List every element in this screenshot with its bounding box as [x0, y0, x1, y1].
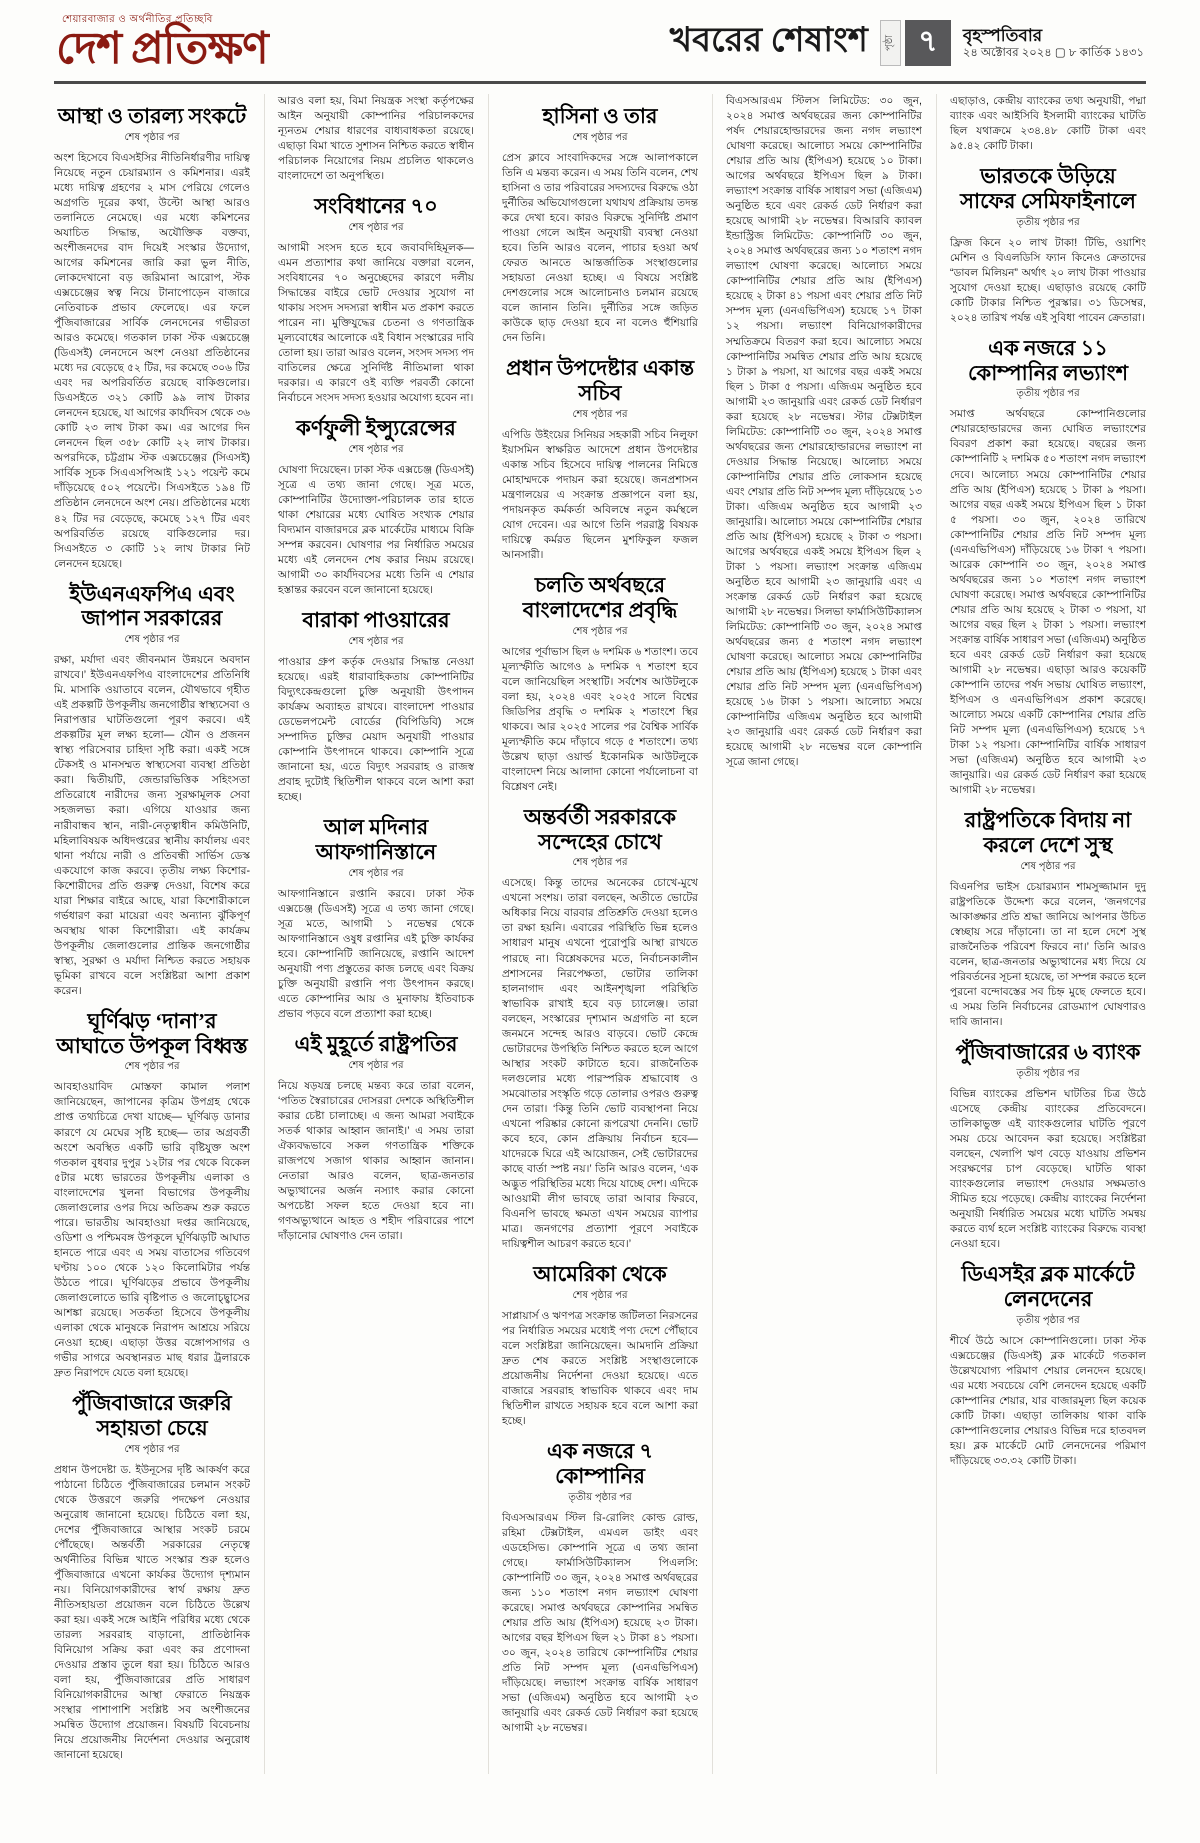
article-body: পাওয়ার গ্রুপ কর্তৃক দেওয়ার সিদ্ধান্ত নেওয়া হয়েছে। এরই ধারাবাহিকতায় কোম্পানিটির বিদ্যুৎকেন্দ্রগুলো চুক্তি অনুযায়ী উৎপাদন কার্যক্রম অব্যাহত রাখবে। বাংলাদেশ পাওয়ার ডেভেলপমেন্ট বোর্ডের (বিপিডিবি) সঙ্গে সম্পাদিত চুক্তির মেয়াদ অনুযায়ী পাওয়ার কোম্পানি উৎপাদনে থাকবে। কোম্পানি সূত্রে জানানো হয়, এতে বিদ্যুৎ সরবরাহ ও রাজস্ব প্রবাহ দুটোই স্থিতিশীল থাকবে বলে আশা করা হচ্ছে। [278, 656, 474, 804]
article-headline: কর্ণফুলী ইন্স্যুরেন্সের [296, 416, 456, 441]
continuation-note: শেষ পৃষ্ঠার পর [124, 1443, 180, 1455]
article-headline: এই মুহূর্তে রাষ্ট্রপতির [294, 1032, 458, 1057]
page-header [54, 10, 1146, 84]
article-headline: রাষ্ট্রপতিকে বিদায় না করলে দেশে সুস্থ [964, 808, 1132, 857]
column-4 [712, 94, 922, 1774]
article-headline: হাসিনা ও তার [542, 104, 658, 128]
article-body: বিএসআরএম স্টিল রি-রোলিং কোল্ড রোল্ড, রহিমা টেক্সটাইল, এমএল ডাইং এবং এডহেসিভ। কোম্পানি সূত্রে এ তথ্য জানা গেছে। ফার্মাসিউটিক্যালস পিএলসি: কোম্পানিটি ৩০ জুন, ২০২৪ সমাপ্ত অর্থবছরের জন্য ১১০ শতাংশ নগদ লভ্যাংশ ঘোষণা করেছে। সমাপ্ত অর্থবছরে কোম্পানির সমন্বিত শেয়ার প্রতি আয় (ইপিএস) হয়েছে ২৩ টাকা। আগের বছর ইপিএস ছিল ২১ টাকা ৪১ পয়সা। ৩০ জুন, ২০২৪ তারিখে কোম্পানিটির শেয়ার প্রতি নিট সম্পদ মূল্য (এনএভিপিএস) দাঁড়িয়েছে। লভ্যাংশ সংক্রান্ত বার্ষিক সাধারণ সভা (এজিএম) অনুষ্ঠিত হবে আগামী ২৩ জানুয়ারি এবং রেকর্ড ডেট নির্ধারণ করা হয়েছে আগামী ২৮ নভেম্বর। [502, 1511, 698, 1735]
continuation-note: শেষ পৃষ্ঠার পর [348, 636, 404, 648]
page-label: পৃষ্ঠা [880, 20, 901, 66]
continuation-note: তৃতীয় পৃষ্ঠার পর [1016, 1314, 1080, 1326]
continuation-note: শেষ পৃষ্ঠার পর [572, 408, 628, 420]
section-title: খবরের শেষাংশ [669, 22, 868, 59]
continuation-note: শেষ পৃষ্ঠার পর [124, 1061, 180, 1073]
article-headline: প্রধান উপদেষ্টার একান্ত সচিব [505, 356, 695, 405]
article-headline: চলতি অর্থবছরে বাংলাদেশের প্রবৃদ্ধি [522, 572, 678, 622]
article-body: আগের পূর্বাভাস ছিল ৬ দশমিক ৬ শতাংশ। তবে মূল্যস্ফীতি আগেও ৯ দশমিক ৭ শতাংশ হবে বলে জানিয়েছিল সংস্থাটি। সর্বশেষ আউটলুকে বলা হয়, ২০২৪ এবং ২০২৫ সালে বিশ্বের জিডিপির প্রবৃদ্ধি ৩ দশমিক ২ শতাংশে স্থির থাকবে। আর ২০২৫ সালের পর বৈশ্বিক সার্বিক মূল্যস্ফীতি কমে দাঁড়াবে গড়ে ৫ শতাংশে। তথ্য উল্লেখ ছাড়া ওয়ার্ল্ড ইকোনমিক আউটলুকে বাংলাদেশ নিয়ে আলাদা কোনো পর্যালোচনা বা বিশ্লেষণ নেই। [502, 645, 698, 793]
article-headline: আস্থা ও তারল্য সংকটে [57, 104, 247, 128]
date-block [963, 25, 1144, 61]
article-body: নিয়ে ষড়যন্ত্র চলছে মন্তব্য করে তারা বলেন, ‘পতিত স্বৈরাচারের দোসররা দেশকে অস্থিতিশীল করার চেষ্টা চালাচ্ছে। এ জন্য আমরা সবাইকে সতর্ক থাকার আহ্বান জানাই।’ এ সময় তারা ঐক্যবদ্ধভাবে সকল গণতান্ত্রিক শক্তিকে রাজপথে সজাগ থাকার আহ্বান জানান। নেতারা আরও বলেন, ছাত্র-জনতার অভ্যুত্থানের অর্জন নস্যাৎ করার কোনো অপচেষ্টা সফল হতে দেওয়া হবে না। গণঅভ্যুত্থানে আহত ও শহীদ পরিবারের পাশে দাঁড়ানোর ঘোষণাও দেন তারা। [278, 1080, 474, 1243]
article-headline: পুঁজিবাজারে জরুরি সহায়তা চেয়ে [72, 1391, 232, 1440]
masthead-title: দেশ প্রতিক্ষণ [56, 24, 268, 73]
continuation-note: শেষ পৃষ্ঠার পর [572, 857, 628, 869]
continuation-note: শেষ পৃষ্ঠার পর [572, 625, 628, 637]
article-headline: পুঁজিবাজারের ৬ ব্যাংক [955, 1040, 1141, 1065]
continuation-note: শেষ পৃষ্ঠার পর [348, 1060, 404, 1071]
article-body: ফ্রিজ কিনে ২০ লাখ টাকা! টিভি, ওয়াশিং মেশিন ও বিএলডিসি ফ্যান কিনেও ক্রেতাদের “ডাবল মিলিয়ন” অর্থাৎ ২০ লাখ টাকা পাওয়ার সুযোগ দেওয়া হচ্ছে। এছাড়াও রয়েছে কোটি কোটি টাকার নিশ্চিত পুরস্কার। ৩১ ডিসেম্বর, ২০২৪ তারিখ পর্যন্ত এই সুবিধা পাবেন ক্রেতারা। [950, 236, 1146, 324]
article-headline: ঘূর্ণিঝড় ‘দানা’র আঘাতে উপকূল বিধ্বস্ত [56, 1008, 248, 1058]
column-2 [264, 94, 474, 1774]
article-body: বিএসআরএম স্টিলস লিমিটেড: ৩০ জুন, ২০২৪ সমাপ্ত অর্থবছরের জন্য কোম্পানিটির পর্ষদ শেয়ারহোল্ডারদের জন্য নগদ লভ্যাংশ ঘোষণা করেছে। আলোচ্য সময়ে কোম্পানিটির শেয়ার প্রতি আয় (ইপিএস) হয়েছে ১০ টাকা। আগের অর্থবছরে ইপিএস ছিল ৯ টাকা। লভ্যাংশ সংক্রান্ত বার্ষিক সাধারণ সভা (এজিএম) অনুষ্ঠিত হবে এবং রেকর্ড ডেট নির্ধারণ করা হয়েছে আগামী ২৮ নভেম্বর। বিআরবি ক্যাবল ইন্ডাস্ট্রিজ লিমিটেড: কোম্পানিটি ৩০ জুন, ২০২৪ সমাপ্ত অর্থবছরের জন্য ১০ শতাংশ নগদ লভ্যাংশ ঘোষণা করেছে। আলোচ্য সময়ে কোম্পানিটির শেয়ার প্রতি আয় (ইপিএস) হয়েছে ২ টাকা ৪১ পয়সা এবং শেয়ার প্রতি নিট সম্পদ মূল্য (এনএভিপিএস) হয়েছে ১৭ টাকা ১২ পয়সা। লভ্যাংশ বিনিয়োগকারীদের সম্মতিক্রমে বিতরণ করা হবে। আলোচ্য সময়ে কোম্পানিটির সমন্বিত শেয়ার প্রতি আয় হয়েছে ১ টাকা ৯ পয়সা, যা আগের বছর একই সময়ে ছিল ১ টাকা ৫ পয়সা। এজিএম অনুষ্ঠিত হবে আগামী ২৩ জানুয়ারি এবং রেকর্ড ডেট নির্ধারণ করা হয়েছে ২৮ নভেম্বর। স্টার টেক্সটাইল লিমিটেড: কোম্পানিটি ৩০ জুন, ২০২৪ সমাপ্ত অর্থবছরের জন্য শেয়ারহোল্ডারদের লভ্যাংশ না দেওয়ার সিদ্ধান্ত নিয়েছে। আলোচ্য সময়ে কোম্পানিটির শেয়ার প্রতি লোকসান হয়েছে এবং শেয়ার প্রতি নিট সম্পদ মূল্য দাঁড়িয়েছে ১৩ টাকা। এজিএম অনুষ্ঠিত হবে আগামী ২৩ জানুয়ারি। আলোচ্য সময়ে কোম্পানিটির শেয়ার প্রতি আয় (ইপিএস) হয়েছে ২ টাকা ৩ পয়সা। আগের অর্থবছরে একই সময়ে ইপিএস ছিল ২ টাকা ১ পয়সা। লভ্যাংশ সংক্রান্ত এজিএম অনুষ্ঠিত হবে আগামী ২৩ জানুয়ারি এবং এ সংক্রান্ত রেকর্ড ডেট নির্ধারণ করা হয়েছে আগামী ২৮ নভেম্বর। সিলভা ফার্মাসিউটিক্যালস লিমিটেড: কোম্পানিটি ৩০ জুন, ২০২৪ সমাপ্ত অর্থবছরের জন্য ৫ শতাংশ নগদ লভ্যাংশ ঘোষণা করেছে। আলোচ্য সময়ে কোম্পানিটির শেয়ার প্রতি আয় (ইপিএস) হয়েছে ১ টাকা এবং শেয়ার প্রতি নিট সম্পদ মূল্য (এনএভিপিএস) হয়েছে ১৬ টাকা ১ পয়সা। আলোচ্য সময়ে কোম্পানিটির এজিএম অনুষ্ঠিত হবে আগামী ২৩ জানুয়ারি এবং রেকর্ড ডেট নির্ধারণ করা হয়েছে আগামী ২৮ নভেম্বর বলে কোম্পানি সূত্রে জানা গেছে। [726, 95, 922, 769]
article-body: আবহাওয়াবিদ মোস্তফা কামাল পলাশ জানিয়েছেন, জাপানের কৃত্রিম উপগ্রহ থেকে প্রাপ্ত তথ্যচিত্রে দেখা যাচ্ছে— ঘূর্ণিঝড় ডানার কারণে যে মেঘের সৃষ্টি হচ্ছে— তার অগ্রবর্তী অংশে অবস্থিত একটি ভারি বৃষ্টিযুক্ত অংশ গতকাল বুধবার দুপুর ১২টার পর থেকে বিকেল ৫টার মধ্যে ভারতের উপকূলীয় এলাকা ও বাংলাদেশের খুলনা বিভাগের উপকূলীয় জেলাগুলোর ওপর দিয়ে অতিক্রম শুরু করতে পারে। ভারতীয় আবহাওয়া দপ্তর জানিয়েছে, ওডিশা ও পশ্চিমবঙ্গ উপকূলে ঘূর্ণিঝড়টি আঘাত হানতে পারে এবং এ সময় বাতাসের গতিবেগ ঘণ্টায় ১০০ থেকে ১২০ কিলোমিটার পর্যন্ত উঠতে পারে। ঘূর্ণিঝড়ের প্রভাবে উপকূলীয় জেলাগুলোতে ভারি বৃষ্টিপাত ও জলোচ্ছ্বাসের আশঙ্কা রয়েছে। সতর্কতা হিসেবে উপকূলীয় এলাকা থেকে মানুষকে নিরাপদ আশ্রয়ে সরিয়ে নেওয়া হচ্ছে। এছাড়া উত্তর বঙ্গোপসাগর ও গভীর সাগরে অবস্থানরত মাছ ধরার ট্রলারকে দ্রুত নিরাপদে যেতে বলা হয়েছে। [54, 1081, 250, 1380]
page-number-block [880, 20, 951, 66]
continuation-note: শেষ পৃষ্ঠার পর [572, 131, 628, 143]
article-body: আগামী সংসদ হতে হবে জবাবদিহিমূলক— এমন প্রত্যাশার কথা জানিয়ে বক্তারা বলেন, সংবিধানের ৭০ অনুচ্ছেদের কারণে দলীয় সিদ্ধান্তের বাইরে ভোট দেওয়ার সুযোগ না থাকায় সংসদ সদস্যরা স্বাধীন মত প্রকাশ করতে পারেন না। মুক্তিযুদ্ধের চেতনা ও গণতান্ত্রিক মূল্যবোধের আলোকে এই বিধান সংস্কারের দাবি তোলা হয়। তারা আরও বলেন, সংসদ সদস্য পদ বাতিলের ক্ষেত্রে সুনির্দিষ্ট নীতিমালা থাকা দরকার। এ কারণে ওই ব্যক্তি পরবর্তী কোনো নির্বাচনে সংসদ সদস্য হওয়ার অযোগ্য হবেন না। [278, 241, 474, 405]
article-body: অংশ হিসেবে বিএসইসির নীতিনির্ধারণীর দায়িত্ব নিয়েছে নতুন চেয়ারম্যান ও কমিশনার। এরই মধ্যে দায়িত্ব গ্রহণের ২ মাস পেরিয়ে গেলেও অগ্রগতি দূরের কথা, উল্টো আস্থা আরও তলানিতে নেমেছে। এর মধ্যে কমিশনের অযাচিত সিদ্ধান্ত, অযৌক্তিক বক্তব্য, অংশীজনদের বাদ দিয়েই সংস্কার উদ্যোগ, আগের কমিশনের জারি করা ভুল নীতি, লোকদেখানো বড় জরিমানা আরোপ, স্টক এক্সচেঞ্জের স্বত্ব নিয়ে টানাপোড়েন বাজারে নেতিবাচক প্রভাব ফেলেছে। এর ফলে পুঁজিবাজারের সার্বিক লেনদেনের গভীরতা আরও কমেছে। গতকাল ঢাকা স্টক এক্সচেঞ্জে (ডিএসই) লেনদেনে অংশ নেওয়া প্রতিষ্ঠানের মধ্যে দর বেড়েছে ৫২ টির, দর কমেছে ৩০৬ টির এবং দর অপরিবর্তিত রয়েছে বাকিগুলোর। ডিএসইতে ৩২১ কোটি ৯৯ লাখ টাকার লেনদেন হয়েছে, যা আগের কার্যদিবস থেকে ৩৬ কোটি ২৩ লাখ টাকা কম। এর আগের দিন লেনদেন ছিল ৩৫৮ কোটি ২২ লাখ টাকার। অপরদিকে, চট্টগ্রাম স্টক এক্সচেঞ্জের (সিএসই) সার্বিক সূচক সিএএসপিআই ১২১ পয়েন্ট কমে দাঁড়িয়েছে ৫০২ পয়েন্টে। সিএসইতে ১৯৪ টি প্রতিষ্ঠান লেনদেনে অংশ নেয়। প্রতিষ্ঠানের মধ্যে ৪২ টির দর বেড়েছে, কমেছে ১২৭ টির এবং অপরিবর্তিত রয়েছে বাকিগুলোর দর। সিএসইতে ৩ কোটি ১২ লাখ টাকার নিট লেনদেন হয়েছে। [54, 151, 250, 570]
article-body: সাপ্লায়ার্স ও ঋণপত্র সংক্রান্ত জটিলতা নিরসনের পর নির্ধারিত সময়ের মধ্যেই পণ্য দেশে পৌঁছাবে বলে সংশ্লিষ্টরা জানিয়েছেন। আমদানি প্রক্রিয়া দ্রুত শেষ করতে সংশ্লিষ্ট সংস্থাগুলোকে প্রয়োজনীয় নির্দেশনা দেওয়া হয়েছে। এতে বাজারে সরবরাহ স্বাভাবিক থাকবে এবং দাম স্থিতিশীল রাখতে সহায়ক হবে বলে আশা করা হচ্ছে। [502, 1309, 698, 1428]
article-body: শীর্ষে উঠে আসে কোম্পানিগুলো। ঢাকা স্টক এক্সচেঞ্জের (ডিএসই) ব্লক মার্কেটে গতকাল উল্লেখযোগ্য পরিমাণ শেয়ার লেনদেন হয়েছে। এর মধ্যে সবচেয়ে বেশি লেনদেন হয়েছে একটি কোম্পানির শেয়ার, যার বাজারমূল্য ছিল কয়েক কোটি টাকা। এছাড়া তালিকায় থাকা বাকি কোম্পানিগুলোর শেয়ারও বিভিন্ন দরে হাতবদল হয়। ব্লক মার্কেটে মোট লেনদেনের পরিমাণ দাঁড়িয়েছে ৩৩.৩২ কোটি টাকা। [950, 1334, 1146, 1467]
article-headline: আল মদিনার আফগানিস্তানে [315, 815, 437, 865]
masthead [56, 15, 268, 71]
article-headline: বারাকা পাওয়ারের [302, 608, 450, 633]
article-body: আফগানিস্তানে রপ্তানি করবে। ঢাকা স্টক এক্সচেঞ্জ (ডিএসই) সূত্রে এ তথ্য জানা গেছে। সূত্র মতে, আগামী ১ নভেম্বর থেকে আফগানিস্তানে ওষুধ রপ্তানির এই চুক্তি কার্যকর হবে। কোম্পানিটি জানিয়েছে, রপ্তানি আদেশ অনুযায়ী পণ্য প্রস্তুতের কাজ চলছে এবং বিক্রয় চুক্তি অনুযায়ী রপ্তানি পণ্য উৎপাদন করছে। এতে কোম্পানির আয় ও মুনাফায় ইতিবাচক প্রভাব পড়বে বলে প্রত্যাশা করা হচ্ছে। [278, 887, 474, 1021]
article-headline: এক নজরে ৭ কোম্পানির [546, 1439, 654, 1488]
article-headline: ভারতকে উড়িয়ে সাফের সেমিফাইনালে [960, 164, 1136, 213]
continuation-note: শেষ পৃষ্ঠার পর [348, 867, 404, 879]
article-body: বিভিন্ন ব্যাংকের প্রভিশন ঘাটতির চিত্র উঠে এসেছে কেন্দ্রীয় ব্যাংকের প্রতিবেদনে। তালিকাভুক্ত এই ব্যাংকগুলোর ঘাটতি পূরণে সময় চেয়ে আবেদন করা হয়েছে। সংশ্লিষ্টরা বলছেন, খেলাপি ঋণ বেড়ে যাওয়ায় প্রভিশন সংরক্ষণের চাপ বেড়েছে। ঘাটতি থাকা ব্যাংকগুলোর লভ্যাংশ দেওয়ার সক্ষমতাও সীমিত হয়ে পড়েছে। কেন্দ্রীয় ব্যাংকের নির্দেশনা অনুযায়ী নির্ধারিত সময়ের মধ্যে ঘাটতি সমন্বয় করতে ব্যর্থ হলে সংশ্লিষ্ট ব্যাংকের বিরুদ্ধে ব্যবস্থা নেওয়া হবে। [950, 1087, 1146, 1251]
header-right [670, 14, 1144, 71]
article-body: আরও বলা হয়, বিমা নিয়ন্ত্রক সংস্থা কর্তৃপক্ষের আইন অনুযায়ী কোম্পানির পরিচালকদের ন্যূনতম শেয়ার ধারণের বাধ্যবাধকতা রয়েছে। এছাড়া বিমা খাতে সুশাসন নিশ্চিত করতে স্বাধীন পরিচালক নিয়োগের নিয়ম প্রচলিত থাকলেও বাংলাদেশে তা অনুপস্থিত। [278, 95, 474, 183]
continuation-note: শেষ পৃষ্ঠার পর [572, 1289, 628, 1301]
article-headline: এক নজরে ১১ কোম্পানির লভ্যাংশ [967, 335, 1128, 385]
continuation-note: শেষ পৃষ্ঠার পর [348, 444, 404, 456]
continuation-note: তৃতীয় পৃষ্ঠার পর [1016, 216, 1080, 228]
article-body: সমাপ্ত অর্থবছরে কোম্পানিগুলোর শেয়ারহোল্ডারদের জন্য ঘোষিত লভ্যাংশের বিবরণ প্রকাশ করা হয়েছে। বছরের জন্য কোম্পানিটি ২ দশমিক ৫০ শতাংশ নগদ লভ্যাংশ দেবে। আলোচ্য সময়ে কোম্পানিটির শেয়ার প্রতি আয় (ইপিএস) হয়েছে ১ টাকা ৯ পয়সা। আগের বছর একই সময়ে ইপিএস ছিল ১ টাকা ৫ পয়সা। ৩০ জুন, ২০২৪ তারিখে কোম্পানিটির শেয়ার প্রতি নিট সম্পদ মূল্য (এনএভিপিএস) দাঁড়িয়েছে ১৬ টাকা ৭ পয়সা। আরেক কোম্পানি ৩০ জুন, ২০২৪ সমাপ্ত অর্থবছরের জন্য ১০ শতাংশ নগদ লভ্যাংশ ঘোষণা করেছে। সমাপ্ত অর্থবছরে কোম্পানিটির শেয়ার প্রতি আয় হয়েছে ২ টাকা ৩ পয়সা, যা আগের বছর ছিল ২ টাকা ১ পয়সা। লভ্যাংশ সংক্রান্ত বার্ষিক সাধারণ সভা (এজিএম) অনুষ্ঠিত হবে এবং রেকর্ড ডেট নির্ধারণ করা হয়েছে আগামী ২৮ নভেম্বর। এছাড়া আরও কয়েকটি কোম্পানি তাদের পর্ষদ সভায় ঘোষিত লভ্যাংশ, ইপিএস ও এনএভিপিএস প্রকাশ করেছে। আলোচ্য সময়ে একটি কোম্পানির শেয়ার প্রতি নিট সম্পদ মূল্য (এনএভিপিএস) হয়েছে ১৭ টাকা ১২ পয়সা। কোম্পানিটির বার্ষিক সাধারণ সভা (এজিএম) অনুষ্ঠিত হবে আগামী ২৩ জানুয়ারি। এর রেকর্ড ডেট নির্ধারণ করা হয়েছে আগামী ২৮ নভেম্বর। [950, 408, 1146, 797]
article-body: এপিডি উইংয়ের সিনিয়র সহকারী সচিব নিলুফা ইয়াসমিন স্বাক্ষরিত আদেশে প্রধান উপদেষ্টার একান্ত সচিব হিসেবে দায়িত্ব পালনের নিমিত্তে মোহাম্মদকে পদায়ন করা হয়েছে। জনপ্রশাসন মন্ত্রণালয়ের এ সংক্রান্ত প্রজ্ঞাপনে বলা হয়, পদায়নকৃত কর্মকর্তা অবিলম্বে নতুন কর্মস্থলে যোগ দেবেন। এর আগে তিনি পররাষ্ট্র বিষয়ক দায়িত্বে কর্মরত ছিলেন মুশফিকুল ফজল আনসারী। [502, 428, 698, 561]
article-body: প্রধান উপদেষ্টা ড. ইউনূসের দৃষ্টি আকর্ষণ করে পাঠানো চিঠিতে পুঁজিবাজারের চলমান সংকট থেকে উত্তরণে জরুরি পদক্ষেপ নেওয়ার অনুরোধ জানানো হয়েছে। চিঠিতে বলা হয়, দেশের পুঁজিবাজারে আস্থার সংকট চরমে পৌঁছেছে। অন্তর্বর্তী সরকারের নেতৃত্বে অর্থনীতির বিভিন্ন খাতে সংস্কার শুরু হলেও পুঁজিবাজারে এখনো কার্যকর উদ্যোগ দৃশ্যমান নয়। বিনিয়োগকারীদের স্বার্থ রক্ষায় দ্রুত নীতিসহায়তা প্রয়োজন বলে চিঠিতে উল্লেখ করা হয়। একই সঙ্গে আইনি পরিধির মধ্যে থেকে তারল্য সরবরাহ বাড়ানো, প্রাতিষ্ঠানিক বিনিয়োগ সক্রিয় করা এবং কর প্রণোদনা দেওয়ার প্রস্তাব তুলে ধরা হয়। চিঠিতে আরও বলা হয়, পুঁজিবাজারের প্রতি সাধারণ বিনিয়োগকারীদের আস্থা ফেরাতে নিয়ন্ত্রক সংস্থার পাশাপাশি সংশ্লিষ্ট সব অংশীজনের সমন্বিত উদ্যোগ প্রয়োজন। বিষয়টি বিবেচনায় নিয়ে প্রয়োজনীয় নির্দেশনা দেওয়ার অনুরোধ জানানো হয়েছে। [54, 1463, 250, 1762]
article-headline: আমেরিকা থেকে [533, 1262, 667, 1287]
article-headline: ডিএসইর ব্লক মার্কেটে লেনদেনের [961, 1262, 1135, 1311]
article-body: ঘোষণা দিয়েছেন। ঢাকা স্টক এক্সচেঞ্জ (ডিএসই) সূত্রে এ তথ্য জানা গেছে। সূত্র মতে, কোম্পানিটির উদ্যোক্তা-পরিচালক তার হাতে থাকা শেয়ারের মধ্যে ঘোষিত সংখ্যক শেয়ার বিদ্যমান বাজারদরে ব্লক মার্কেটের মাধ্যমে বিক্রি সম্পন্ন করবেন। ঘোষণার পর নির্ধারিত সময়ের মধ্যে এই লেনদেন শেষ করার নিয়ম রয়েছে। আগামী ৩০ কার্যদিবসের মধ্যে তিনি এ শেয়ার হস্তান্তর করবেন বলে জানানো হয়েছে। [278, 464, 474, 597]
article-headline: সংবিধানের ৭০ [314, 194, 438, 219]
article-headline: অন্তর্বর্তী সরকারকে সন্দেহের চোখে [523, 804, 677, 854]
article-body: বিএনপির ভাইস চেয়ারম্যান শামসুজ্জামান দুদু রাষ্ট্রপতিকে উদ্দেশ্য করে বলেন, ‘জনগণের আকাঙ্ক্ষার প্রতি শ্রদ্ধা জানিয়ে আপনার উচিত স্বেচ্ছায় সরে দাঁড়ানো। তা না হলে দেশে সুস্থ রাজনৈতিক পরিবেশ ফিরবে না।’ তিনি আরও বলেন, ছাত্র-জনতার অভ্যুত্থানের মধ্য দিয়ে যে পরিবর্তনের সূচনা হয়েছে, তা সম্পন্ন করতে হলে পুরনো বন্দোবস্তের সব চিহ্ন মুছে ফেলতে হবে। এ সময় তিনি নির্বাচনের রোডম্যাপ ঘোষণারও দাবি জানান। [950, 880, 1146, 1028]
continuation-note: তৃতীয় পৃষ্ঠার পর [1016, 1067, 1080, 1079]
continuation-note: শেষ পৃষ্ঠার পর [124, 131, 180, 143]
continuation-note: তৃতীয় পৃষ্ঠার পর [1016, 388, 1080, 400]
continuation-note: শেষ পৃষ্ঠার পর [348, 221, 404, 233]
column-5 [936, 94, 1146, 1774]
column-1 [54, 94, 250, 1774]
date-line: ২৪ অক্টোবর ২০২৪ ▢ ৮ কার্তিক ১৪৩১ [962, 46, 1144, 59]
page-number: ৭ [905, 20, 951, 66]
article-body: এছাড়াও, কেন্দ্রীয় ব্যাংকের তথ্য অনুযায়ী, পদ্মা ব্যাংক এবং আইসিবি ইসলামী ব্যাংকের ঘাটতি ছিল যথাক্রমে ২৩৪.৪৮ কোটি টাকা এবং ৯৫.৪২ কোটি টাকা। [950, 95, 1146, 153]
continuation-note: শেষ পৃষ্ঠার পর [124, 634, 180, 646]
article-body: রক্ষা, মর্যাদা এবং জীবনমান উন্নয়নে অবদান রাখবে।’ ইউএনএফপিএ বাংলাদেশের প্রতিনিধি মি. মাসাকি ওয়াতাবে বলেন, যৌথভাবে গৃহীত এই প্রকল্পটি উপকূলীয় জনগোষ্ঠীর স্বাস্থ্যসেবা ও নিরাপত্তার ঘাটতিগুলো পূরণ করবে। এই প্রকল্পটির মূল লক্ষ্য হলো— যৌন ও প্রজনন স্বাস্থ্য পরিসেবার চাহিদা সৃষ্টি করা। একই সঙ্গে টেকসই ও মানসম্মত স্বাস্থ্যসেবা ব্যবস্থা প্রতিষ্ঠা করা। দ্বিতীয়টি, জেন্ডারভিত্তিক সহিংসতা প্রতিরোধে নারীদের জন্য সুরক্ষামূলক সেবা সহজলভ্য করা। এগিয়ে যাওয়ার জন্য নারীবান্ধব স্থান, নারী-নেতৃত্বাধীন কমিউনিটি, মহিলাবিষয়ক অধিদপ্তরের স্থানীয় কার্যালয় এবং থানা পর্যায়ে নারী ও প্রতিবন্ধী সার্ভিস ডেস্ক একযোগে কাজ করবে। তৃতীয় লক্ষ্য কিশোর-কিশোরীদের প্রতি গুরুত্ব দেওয়া, বিশেষ করে যারা শিক্ষার বাইরে আছে, যারা কিশোরীকালে গর্ভধারণ করা মায়েরা এবং অন্যান্য ঝুঁকিপূর্ণ অবস্থায় থাকা কিশোরীরা। এই কার্যক্রম উপকূলীয় জেলাগুলোর প্রান্তিক জনগোষ্ঠীর স্বাস্থ্য, সুরক্ষা ও মর্যাদা নিশ্চিত করতে সহায়ক ভূমিকা রাখবে বলে সংশ্লিষ্টরা আশা প্রকাশ করেন। [54, 654, 250, 997]
article-body: প্রেস ক্লাবে সাংবাদিকদের সঙ্গে আলাপকালে তিনি এ মন্তব্য করেন। এ সময় তিনি বলেন, শেখ হাসিনা ও তার পরিবারের সদস্যদের বিরুদ্ধে ওঠা দুর্নীতির অভিযোগগুলো যথাযথ প্রক্রিয়ায় তদন্ত করে দেখা হবে। কারও বিরুদ্ধে সুনির্দিষ্ট প্রমাণ পাওয়া গেলে আইন অনুযায়ী ব্যবস্থা নেওয়া হবে। তিনি আরও বলেন, পাচার হওয়া অর্থ ফেরত আনতে আন্তর্জাতিক সংস্থাগুলোর সহায়তা নেওয়া হচ্ছে। এ বিষয়ে সংশ্লিষ্ট দেশগুলোর সঙ্গে আলোচনাও চলমান রয়েছে বলে জানান তিনি। দুর্নীতির সঙ্গে জড়িত কাউকে ছাড় দেওয়া হবে না বলেও হুঁশিয়ারি দেন তিনি। [502, 151, 698, 345]
masthead-tagline: শেয়ারবাজার ও অর্থনীতির প্রতিচ্ছবি [62, 14, 213, 25]
article-headline: ইউএনএফপিএ এবং জাপান সরকারের [69, 581, 235, 631]
article-columns [54, 84, 1146, 1774]
continuation-note: শেষ পৃষ্ঠার পর [1020, 860, 1076, 872]
article-body: এসেছে। কিন্তু তাদের অনেকের চোখে-মুখে এখনো সংশয়। তারা বলছেন, অতীতে ভোটের অধিকার নিয়ে বারবার প্রতিশ্রুতি দেওয়া হলেও তা রক্ষা হয়নি। এবারের পরিস্থিতি ভিন্ন হলেও সাধারণ মানুষ এখনো পুরোপুরি আস্থা রাখতে পারছে না। বিশ্লেষকদের মতে, নির্বাচনকালীন প্রশাসনের নিরপেক্ষতা, ভোটার তালিকা হালনাগাদ এবং আইনশৃঙ্খলা পরিস্থিতি স্বাভাবিক রাখাই হবে বড় চ্যালেঞ্জ। তারা বলছেন, সংস্কারের দৃশ্যমান অগ্রগতি না হলে জনমনে সন্দেহ আরও বাড়বে। ভোট কেন্দ্রে ভোটারদের উপস্থিতি নিশ্চিত করতে হলে আগে আস্থার সংকট কাটাতে হবে। রাজনৈতিক দলগুলোর মধ্যে পারস্পরিক শ্রদ্ধাবোধ ও সমঝোতার সংস্কৃতি গড়ে তোলার ওপরও গুরুত্ব দেন তারা। ‘কিন্তু তিনি ভোট ব্যবস্থাপনা নিয়ে এখনো পরিষ্কার কোনো রূপরেখা দেননি। ভোট কবে হবে, কোন প্রক্রিয়ায় নির্বাচন হবে— যাদেরকে ঘিরে এই আয়োজন, সেই ভোটারদের কাছে বার্তা স্পষ্ট নয়।’ তিনি আরও বলেন, ‘এক অদ্ভুত পরিস্থিতির মধ্যে দিয়ে যাচ্ছে দেশ। এদিকে আওয়ামী লীগ ভাবছে তারা আবার ফিরবে, বিএনপি ভাবছে ক্ষমতা এখন সময়ের ব্যাপার মাত্র। জনগণের প্রত্যাশা পূরণে সবাইকে দায়িত্বশীল আচরণ করতে হবে।’ [502, 877, 698, 1251]
day-name: বৃহস্পতিবার [962, 25, 1043, 45]
continuation-note: তৃতীয় পৃষ্ঠার পর [568, 1491, 632, 1503]
column-3 [488, 94, 698, 1774]
